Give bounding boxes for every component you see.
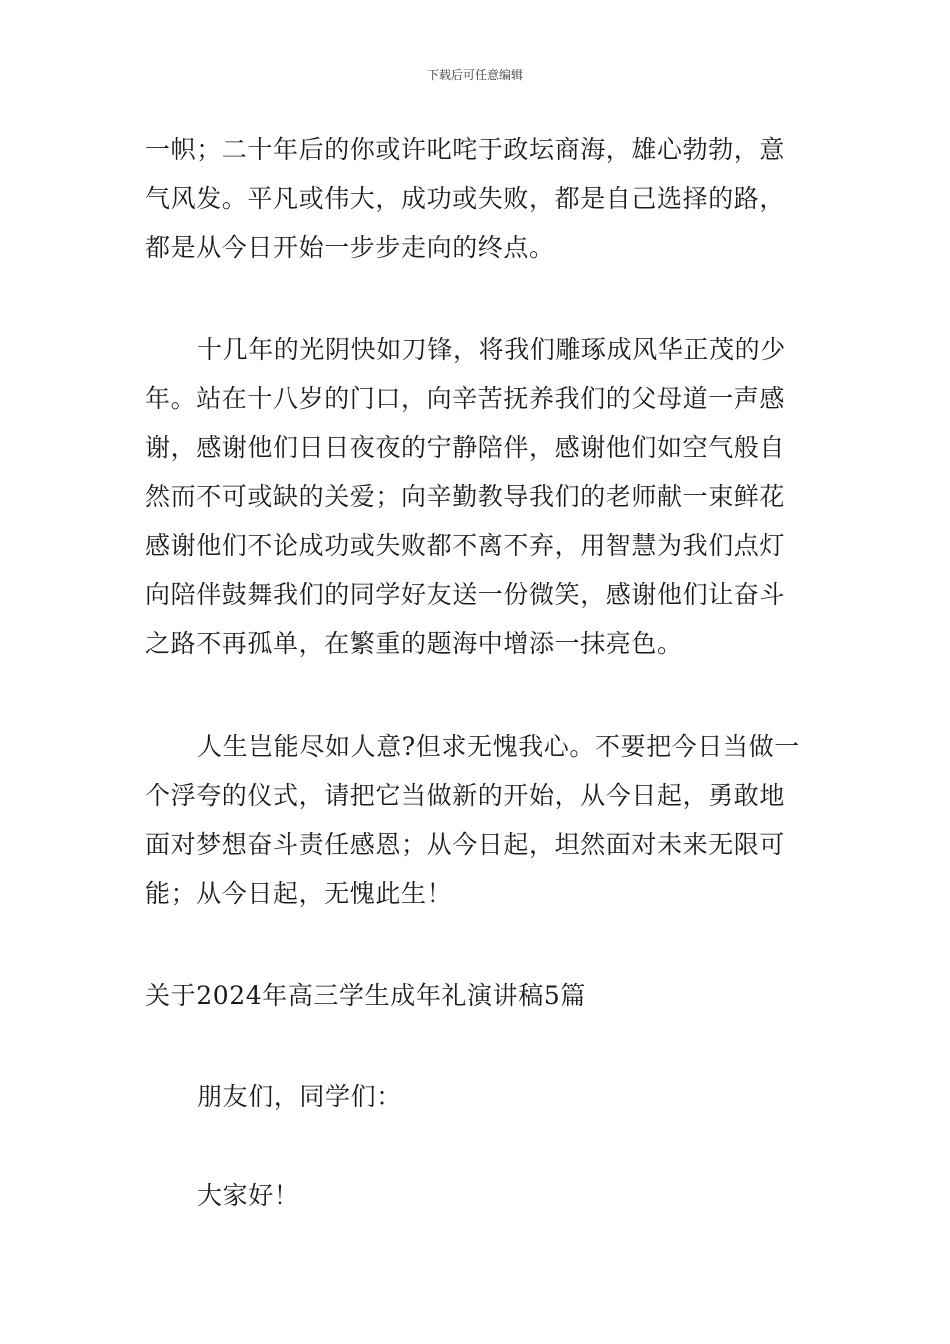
- section-title: 关于2024年高三学生成年礼演讲稿5篇: [145, 981, 586, 1010]
- text-line: 然而不可或缺的关爱；向辛勤教导我们的老师献一束鲜花: [145, 482, 786, 511]
- text-line: 之路不再孤单，在繁重的题海中增添一抹亮色。: [145, 629, 683, 658]
- text-line: 十几年的光阴快如刀锋，将我们雕琢成风华正茂的少: [197, 335, 786, 364]
- salutation: 朋友们，同学们：: [197, 1082, 402, 1111]
- text-line: 面对梦想奋斗责任感恩；从今日起，坦然面对未来无限可: [145, 830, 786, 859]
- text-line: 个浮夸的仪式，请把它当做新的开始，从今日起，勇敢地: [145, 781, 786, 810]
- page-header: 下载后可任意编辑: [426, 68, 523, 82]
- text-line: 人生岂能尽如人意?但求无愧我心。不要把今日当做一: [197, 732, 800, 761]
- text-line: 气风发。平凡或伟大，成功或失败，都是自己选择的路，: [145, 184, 786, 213]
- text-line: 一帜；二十年后的你或许叱咤于政坛商海，雄心勃勃，意: [145, 135, 786, 164]
- text-line: 向陪伴鼓舞我们的同学好友送一份微笑，感谢他们让奋斗: [145, 580, 786, 609]
- text-line: 感谢他们不论成功或失败都不离不弃，用智慧为我们点灯: [145, 531, 786, 560]
- text-line: 年。站在十八岁的门口，向辛苦抚养我们的父母道一声感: [145, 384, 786, 413]
- text-line: 谢，感谢他们日日夜夜的宁静陪伴，感谢他们如空气般自: [145, 433, 786, 462]
- text-line: 都是从今日开始一步步走向的终点。: [145, 233, 555, 262]
- greeting: 大家好！: [197, 1181, 300, 1210]
- text-line: 能；从今日起，无愧此生！: [145, 879, 453, 908]
